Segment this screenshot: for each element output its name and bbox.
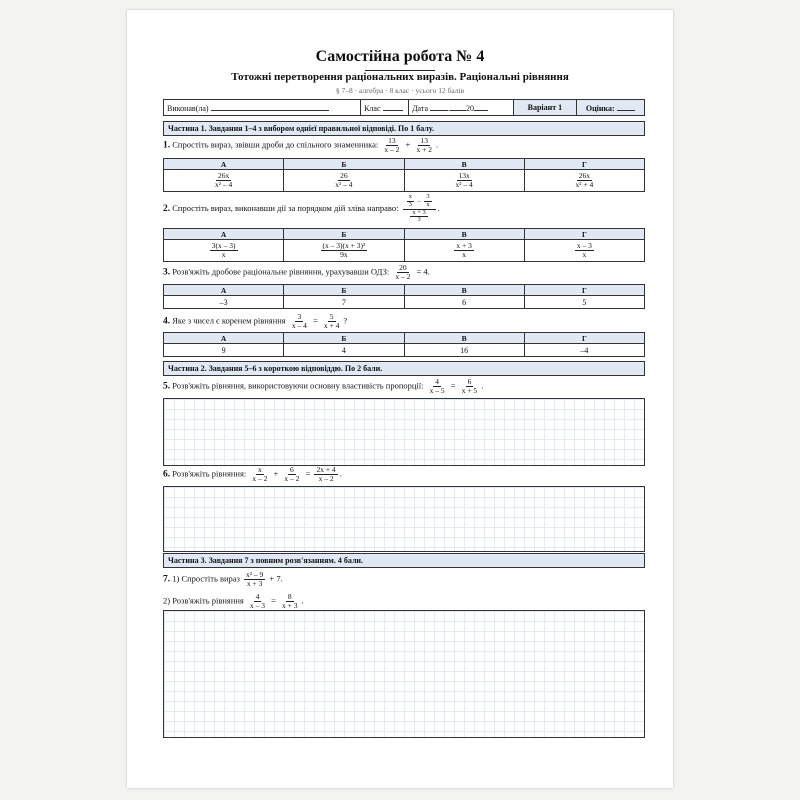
date-year-blank[interactable] (474, 102, 488, 111)
date-month-blank[interactable] (450, 102, 466, 111)
q2-option-b: Б (284, 229, 404, 240)
q6-text: Розв'яжіть рівняння: (172, 468, 247, 479)
q3-answer-b[interactable]: 7 (284, 296, 404, 309)
q1-answer-a[interactable]: $\frac{26x}{\text{x² – 4}}$ (164, 170, 284, 192)
q4-option-a: А (164, 333, 284, 344)
worksheet-page (127, 10, 673, 788)
q6-fraction-3: $\frac{2x + 4}{x - 2}$ (316, 465, 336, 483)
q3-answer-a[interactable]: –3 (164, 296, 284, 309)
q7-line1-text: 1) Спростіть вираз (172, 573, 240, 584)
q4-option-g: Г (524, 333, 644, 344)
q3-option-v: В (404, 285, 524, 296)
q5-number: 5. (163, 381, 171, 392)
q1-answer-v[interactable]: $\frac{13x}{\text{x² – 4}}$ (404, 170, 524, 192)
date-day-blank[interactable] (430, 102, 448, 111)
q3-text: Розв'яжіть дробове раціональне рівняння, урахувавши ОДЗ: (172, 266, 390, 277)
q2-answer-table (163, 228, 645, 262)
q2-option-a: А (164, 229, 284, 240)
date-cell[interactable]: Дата . 20 (409, 100, 514, 116)
q1-fraction-1: $\frac{13}{x - 2}$ (384, 136, 400, 154)
q6-answer-grid[interactable] (163, 486, 645, 552)
class-blank[interactable] (383, 102, 403, 111)
q3-option-g: Г (524, 285, 644, 296)
q4-answer-a[interactable]: 9 (164, 344, 284, 357)
q3-answer-g[interactable]: 5 (524, 296, 644, 309)
q1-answer-b[interactable]: $\frac{26}{\text{x² – 4}}$ (284, 170, 404, 192)
q3-answer-table (163, 284, 645, 309)
q4-answer-b[interactable]: 4 (284, 344, 404, 357)
grade-label: Оцінка: (585, 104, 615, 113)
question-4: 4. Яке з чисел є коренем рівняння $\frac{3}{x - 4}$ = $\frac{5}{x + 4}$ ? (163, 312, 348, 330)
student-name-cell[interactable] (164, 100, 361, 116)
q4-answer-v[interactable]: 16 (404, 344, 524, 357)
q4-answer-table (163, 332, 645, 357)
question-3 (163, 264, 430, 281)
q3-option-b: Б (284, 285, 404, 296)
q5-text: Розв'яжіть рівняння, використовуючи основну властивість пропорції: (172, 380, 424, 391)
worksheet-meta: § 7–8 · алгебра · 8 клас · усього 12 балів (335, 86, 465, 95)
q2-compound-fraction: $\frac{x}{3}$ – $\frac{3}{x}$ $\frac{x + 3}{3}$ (403, 194, 436, 224)
student-name-label: Виконав(ла) (167, 104, 209, 113)
q4-fraction-2: $\frac{5}{x + 4}$ (323, 312, 340, 330)
q1-number: 1. (163, 140, 171, 151)
q7-fraction-1: $\frac{\text{x² – 9}}{x + 3}$ (246, 570, 264, 588)
q1-option-v: В (404, 159, 524, 170)
q2-answer-v[interactable]: $\frac{x + 3}{x}$ (404, 240, 524, 262)
q2-answer-b[interactable]: $\frac{\text{(x – 3)(x + 3)²}}{9x}$ (284, 240, 404, 262)
q1-option-a: А (164, 159, 284, 170)
q5-fraction-1: $\frac{4}{x - 5}$ (429, 377, 445, 395)
q4-option-v: В (404, 333, 524, 344)
question-5: 5. Розв'яжіть рівняння, використовуючи основну властивість пропорції: $\frac{4}{x - 5}$ = $\frac{6}{x + 5}$ . (163, 377, 484, 395)
q3-answer-v[interactable]: 6 (404, 296, 524, 309)
class-cell[interactable] (361, 100, 409, 116)
date-label: Дата (412, 104, 429, 113)
q4-fraction-1: $\frac{3}{x - 4}$ (291, 312, 307, 330)
q4-text: Яке з чисел є коренем рівняння (172, 315, 286, 326)
q7-number: 7. (163, 574, 171, 585)
q4-option-b: Б (284, 333, 404, 344)
q7-line2-text: 2) Розв'яжіть рівняння (163, 595, 244, 606)
q1-text: Спростіть вираз, звівши дроби до спільного знаменника: (172, 139, 379, 150)
q2-text: Спростіть вираз, виконавши дії за порядком дій зліва направо: (172, 203, 399, 214)
question-6: 6. Розв'яжіть рівняння: $\frac{x}{x - 2}$ + $\frac{6}{x - 2}$ = $\frac{2x + 4}{x - 2}$ . (163, 465, 342, 483)
q3-option-a: А (164, 285, 284, 296)
class-label: Клас (364, 104, 381, 113)
variant-cell: Варіант 1 (514, 100, 576, 116)
question-2: 2. Спростіть вираз, виконавши дії за порядком дій зліва направо: $\frac{x}{3}$ – $\frac{3}{x}$ $\frac{x + 3}{3}$ . (163, 193, 440, 224)
q2-option-v: В (404, 229, 524, 240)
q3-rhs: = 4. (416, 266, 430, 277)
q1-plus: + (405, 139, 411, 150)
q7-fraction-2: $\frac{4}{x - 3}$ (249, 592, 265, 610)
q3-fraction: $\frac{20}{x - 2}$ (395, 263, 411, 281)
q6-number: 6. (163, 469, 171, 480)
student-info-table (163, 99, 645, 116)
grade-blank[interactable] (617, 102, 635, 111)
q5-answer-grid[interactable] (163, 398, 645, 466)
q1-option-g: Г (524, 159, 644, 170)
q4-answer-g[interactable]: –4 (524, 344, 644, 357)
q2-option-g: Г (524, 229, 644, 240)
student-name-blank[interactable] (211, 102, 329, 111)
q1-option-b: Б (284, 159, 404, 170)
q6-fraction-1: $\frac{x}{x - 2}$ (252, 465, 268, 483)
part3-header: Частина 3. Завдання 7 з повним розв'язанням. 4 бали. (163, 553, 645, 568)
part2-header: Частина 2. Завдання 5–6 з короткою відповіддю. По 2 бали. (163, 361, 645, 376)
q6-fraction-2: $\frac{6}{x - 2}$ (284, 465, 300, 483)
q4-number: 4. (163, 316, 171, 327)
date-year-prefix: 20 (466, 104, 475, 113)
q7-fraction-3: $\frac{8}{x + 3}$ (282, 592, 298, 610)
question-1: 1. Спростіть вираз, звівши дроби до спільного знаменника: $\frac{13}{x - 2}$ + $\frac{13}{x + 2}$ . (163, 136, 439, 154)
q3-number: 3. (163, 267, 171, 278)
question-7-line-1: 7. 1) Спростіть вираз $\frac{\text{x² – 9}}{x + 3}$ + 7. (163, 570, 283, 588)
q7-answer-grid[interactable] (163, 610, 645, 738)
grade-cell[interactable] (576, 100, 644, 116)
q2-answer-a[interactable]: $\frac{3(x - 3)}{x}$ (164, 240, 284, 262)
q5-fraction-2: $\frac{6}{x + 5}$ (461, 377, 478, 395)
part1-header: Частина 1. Завдання 1–4 з вибором однієї правильної відповіді. По 1 балу. (163, 121, 645, 136)
q2-number: 2. (163, 204, 171, 215)
q1-answer-g[interactable]: $\frac{26x}{\text{x² + 4}}$ (524, 170, 644, 192)
q2-answer-g[interactable]: $\frac{x - 3}{x}$ (524, 240, 644, 262)
q1-answer-table (163, 158, 645, 192)
worksheet-subtitle: Тотожні перетворення раціональних виразів. Раціональні рівняння (231, 71, 569, 83)
worksheet-title: Самостійна робота № 4 (315, 48, 485, 65)
q1-fraction-2: $\frac{13}{x + 2}$ (416, 136, 432, 154)
question-7-line-2: 2) Розв'яжіть рівняння $\frac{4}{x - 3}$ = $\frac{8}{x + 3}$ . (163, 592, 304, 610)
